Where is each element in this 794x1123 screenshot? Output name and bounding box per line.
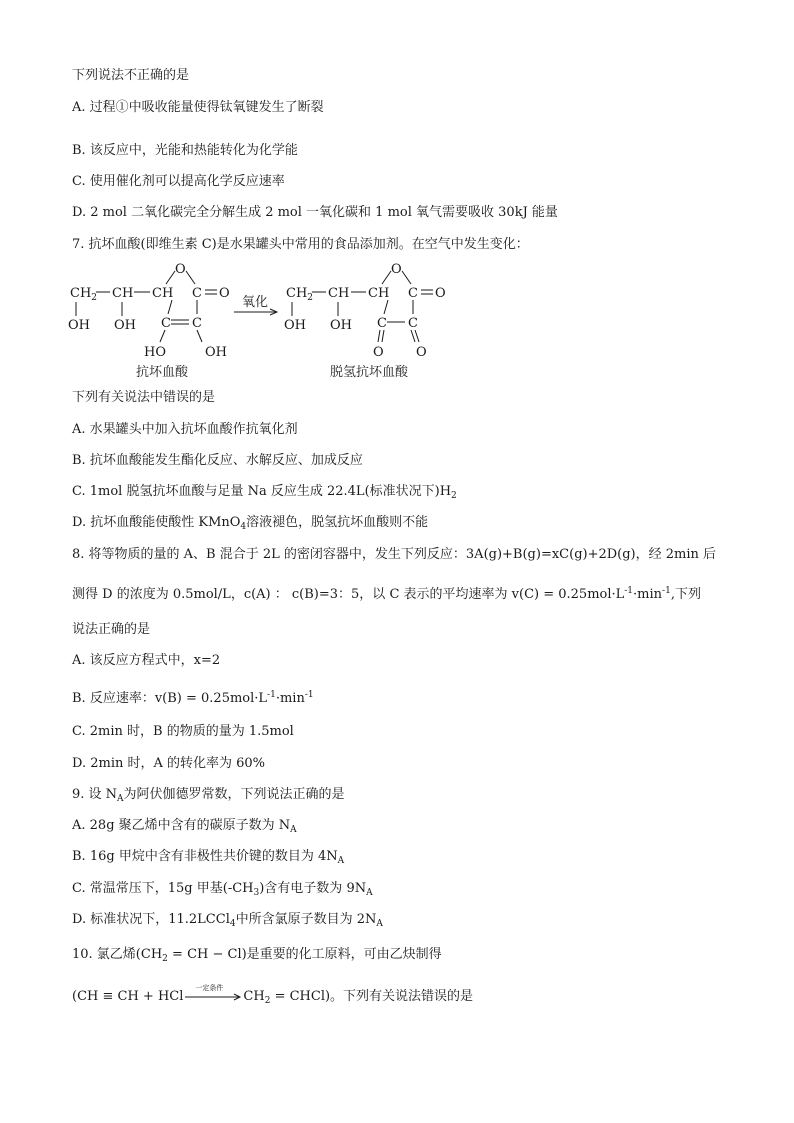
question-6-prompt: 下列说法不正确的是 (72, 68, 190, 83)
option-6a: A. 过程①中吸收能量使得钛氧键发生了断裂 (72, 100, 324, 115)
left-ch: CH (112, 286, 134, 301)
right-ch: CH (328, 286, 350, 301)
right-ketone-o-2: O (416, 345, 427, 360)
option-8a: A. 该反应方程式中，x=2 (72, 653, 221, 668)
right-oh-2: OH (330, 318, 352, 333)
option-6d: D. 2 mol 二氧化碳完全分解生成 2 mol 一氧化碳和 1 mol 氧气需要吸收 30kJ 能量 (72, 205, 558, 220)
right-ring-c3: C (408, 316, 418, 331)
question-8-prompt: 说法正确的是 (72, 622, 151, 637)
question-7-prompt: 下列有关说法中错误的是 (72, 390, 216, 405)
reaction-arrow-line (183, 990, 243, 1004)
left-oh-1: OH (68, 318, 90, 333)
right-ch-ring: CH (368, 286, 390, 301)
option-7a: A. 水果罐头中加入抗坏血酸作抗氧化剂 (72, 422, 298, 437)
option-7c: C. 1mol 脱氢抗坏血酸与足量 Na 反应生成 22.4L(标准状况下)$H_2$ (72, 484, 457, 501)
option-7d: D. 抗坏血酸能使酸性 KMnO$_4$溶液褪色，脱氢抗坏血酸则不能 (72, 515, 429, 532)
question-7-stem: 7. 抗坏血酸(即维生素 C)是水果罐头中常用的食品添加剂。在空气中发生变化： (72, 237, 529, 252)
right-ketone-o-1: O (373, 345, 384, 360)
option-6b: B. 该反应中，光能和热能转化为化学能 (72, 143, 298, 158)
option-6c: C. 使用催化剂可以提高化学反应速率 (72, 174, 285, 189)
question-10-stem-line-1: 10. 氯乙烯($CH_2$ = CH − Cl)是重要的化工原料，可由乙炔制得 (72, 947, 442, 964)
question-10-stem-line-2: (CH ≡ CH + HCl 一定条件 $CH_2$ = CHCl)。下列有关说法错误的是 (72, 983, 474, 1006)
option-8c: C. 2min 时，B 的物质的量为 1.5mol (72, 724, 294, 739)
right-carbonyl-o: O (435, 286, 446, 301)
right-ring-c2: C (377, 316, 387, 331)
option-9a: A. 28g 聚乙烯中含有的碳原子数为 $N_A$ (72, 818, 297, 835)
reaction-condition: 一定条件 (195, 983, 224, 992)
question-8-stem-line-2: 测得 D 的浓度为 0.5mol/L，c(A) ： c(B)=3：5，以 C 表示的平均速率为 $v(C) = 0.25mol\cdot L^{-1}\cdot\min^{-1}$,下列 (72, 586, 701, 602)
left-ho: HO (144, 345, 166, 360)
left-ch2: $CH_2$ (70, 286, 98, 303)
option-9d: D. 标准状况下，11.2LCCl$_4$中所含氯原子数目为 $2N_A$ (72, 912, 383, 929)
right-ring-c1: C (408, 286, 418, 301)
arrow-label: 氧化 (242, 295, 269, 310)
right-oh-1: OH (284, 318, 306, 333)
question-8-stem-line-1: 8. 将等物质的量的 A、B 混合于 2L 的密闭容器中，发生下列反应：3A(g)+B(g)=xC(g)+2D(g)，经 2min 后 (72, 547, 717, 562)
option-7b: B. 抗坏血酸能发生酯化反应、水解反应、加成反应 (72, 453, 363, 468)
left-ring-c1: C (192, 286, 202, 301)
reaction-arrow (183, 983, 243, 1004)
question-9-stem: 9. 设 $N_A$为阿伏伽德罗常数，下列说法正确的是 (72, 787, 345, 804)
left-ring-c3: C (192, 316, 202, 331)
left-oh-2: OH (114, 318, 136, 333)
option-8d: D. 2min 时，A 的转化率为 60% (72, 756, 266, 771)
right-molecule-name: 脱氢抗坏血酸 (330, 365, 409, 380)
left-oh-3: OH (205, 345, 227, 360)
option-9b: B. 16g 甲烷中含有非极性共价键的数目为 $4N_A$ (72, 849, 345, 866)
left-ch-ring: CH (152, 286, 174, 301)
right-ring-o: O (391, 262, 402, 277)
option-8b: B. 反应速率：$v(B) = 0.25mol\cdot L^{-1}\cdot\min^{-1}$ (72, 690, 314, 706)
left-molecule-name: 抗坏血酸 (136, 365, 189, 380)
vitamin-c-oxidation-diagram (64, 258, 484, 388)
left-ring-o: O (175, 262, 186, 277)
option-9c: C. 常温常压下，15g 甲基$(-CH_3)$含有电子数为 $9N_A$ (72, 881, 373, 898)
right-ch2: $CH_2$ (286, 286, 314, 303)
left-carbonyl-o: O (219, 286, 230, 301)
left-ring-c2: C (161, 316, 171, 331)
